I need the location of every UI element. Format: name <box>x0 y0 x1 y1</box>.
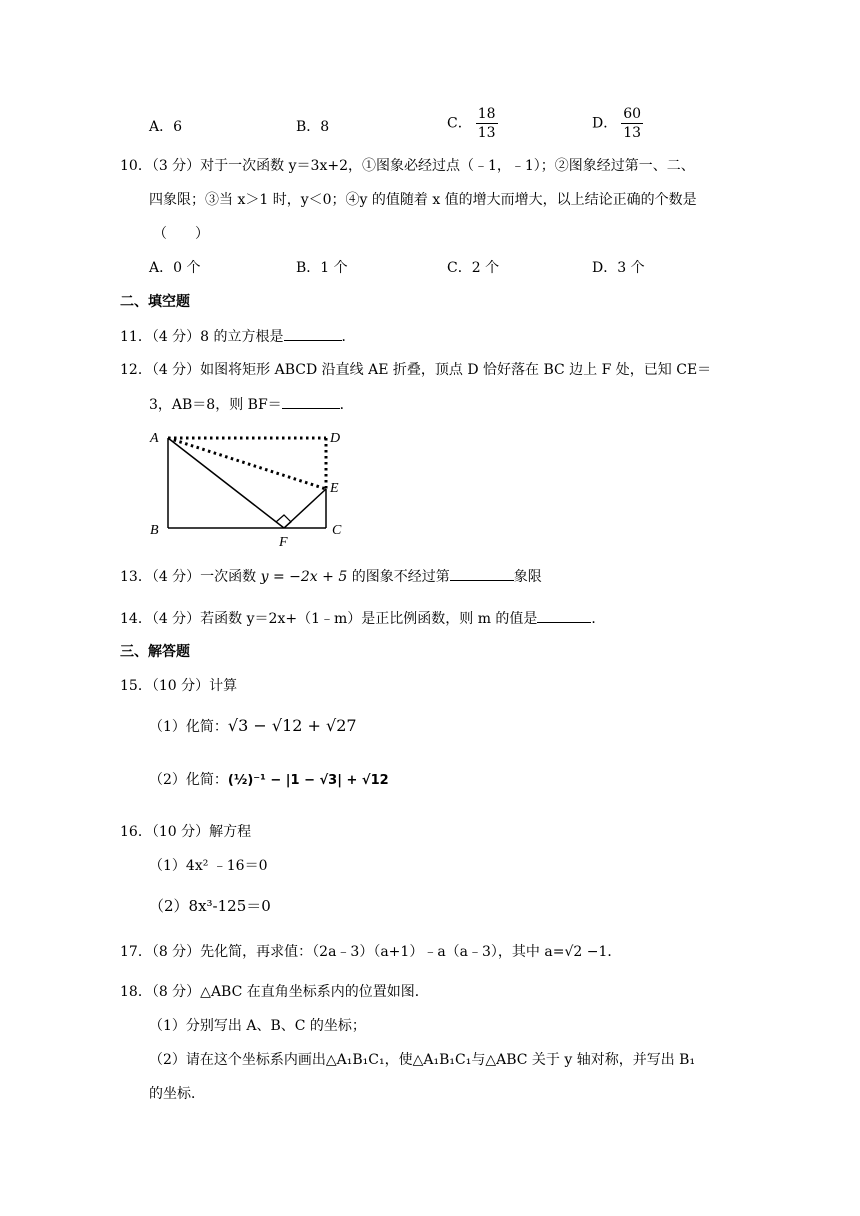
q9-option-d-denominator: 13 <box>623 125 642 141</box>
label-d: D <box>330 431 341 446</box>
q16-part1: （1）4x² ﹣16＝0 <box>149 858 268 874</box>
label-e: E <box>330 481 339 496</box>
label-a: A <box>150 431 159 446</box>
label-f: F <box>279 535 288 548</box>
right-angle-mark <box>276 515 291 528</box>
q17-value: √2 −1． <box>564 944 622 960</box>
q10-option-d: D．3 个 <box>592 260 645 276</box>
q10-line3: （ ） <box>153 226 209 242</box>
label-b: B <box>150 523 159 538</box>
q18-part2-line1: （2）请在这个坐标系内画出△A₁B₁C₁，使△A₁B₁C₁与△ABC 关于 y 轴对称，并写出 B₁ <box>149 1052 696 1068</box>
q17 <box>120 942 621 962</box>
dotted-fold-ae <box>168 438 326 489</box>
q10-option-b: B．1 个 <box>296 260 348 276</box>
q10-line2: 四象限；③当 x＞1 时，y＜0；④y 的值随着 x 值的增大而增大，以上结论正确的个数是 <box>149 192 697 208</box>
q10-option-a: A．0 个 <box>149 260 201 276</box>
q9-option-c-numerator: 18 <box>477 106 496 122</box>
label-c: C <box>332 523 342 538</box>
q13-end: 象限 <box>513 569 542 585</box>
q13 <box>120 566 542 587</box>
q9-option-d-numerator: 60 <box>623 106 642 122</box>
q18-line1: 18．（8 分）△ABC 在直角坐标系内的位置如图． <box>120 984 429 1000</box>
q13-answer-blank <box>450 566 514 581</box>
q14-end: ． <box>591 611 606 627</box>
q18-part2-line2: 的坐标． <box>149 1086 205 1102</box>
q15-part1 <box>149 716 357 737</box>
q11-text: 11．（4 分）8 的立方根是 <box>120 329 284 345</box>
rectangle-fold-figure <box>146 422 356 548</box>
q15-part1-expression: √3 − √12 + √27 <box>227 716 357 735</box>
q9-option-b: B．8 <box>296 119 330 135</box>
q15-part2-expression: (½)⁻¹ − |1 − √3| + √12 <box>227 773 389 788</box>
q9-option-c-fraction <box>476 105 498 142</box>
q13-expression: y = −2x + 5 <box>260 569 348 585</box>
q9-option-c-denominator: 13 <box>477 125 496 141</box>
q9-option-a: A．6 <box>149 119 183 135</box>
q15-part1-label: （1）化简： <box>149 719 228 735</box>
q18-part1: （1）分别写出 A、B、C 的坐标； <box>149 1018 366 1034</box>
section-heading-solutions: 三、解答题 <box>120 644 190 660</box>
q9-option-d-fraction <box>621 105 643 142</box>
q16-part2: （2）8x³-125＝0 <box>149 897 271 915</box>
q17-text: 17．（8 分）先化简，再求值：（2a﹣3）（a+1）﹣a（a﹣3），其中 a= <box>120 944 565 960</box>
q14-text: 14．（4 分）若函数 y＝2x+（1﹣m）是正比例函数，则 m 的值是 <box>120 611 538 627</box>
q16-title: 16．（10 分）解方程 <box>120 824 252 840</box>
q9-option-d-prefix: D． <box>592 115 618 132</box>
q12-line1: 12．（4 分）如图将矩形 ABCD 沿直线 AE 折叠，顶点 D 恰好落在 BC 边上 F 处，已知 CE＝ <box>120 362 712 378</box>
q13-mid: 的图象不经过第 <box>351 569 450 585</box>
q15-part2-label: （2）化简： <box>149 772 228 788</box>
q14-answer-blank <box>537 608 591 623</box>
q14 <box>120 608 605 629</box>
q9-option-c-prefix: C． <box>447 115 472 132</box>
q9-option-c <box>447 105 498 142</box>
segment-af <box>168 438 284 528</box>
q9-option-d <box>592 105 643 142</box>
q11-answer-blank <box>284 326 342 341</box>
q11 <box>120 326 356 347</box>
q12-line2-text: 3，AB＝8，则 BF＝ <box>149 397 282 413</box>
q13-text: 13．（4 分）一次函数 <box>120 569 257 585</box>
q11-end: ． <box>341 329 356 345</box>
q10-option-c: C．2 个 <box>447 260 500 276</box>
q12-answer-blank <box>282 394 340 409</box>
q15-title: 15．（10 分）计算 <box>120 678 238 694</box>
q15-part2 <box>149 770 389 791</box>
q10-line1: 10．（3 分）对于一次函数 y＝3x+2，①图象必经过点（﹣1，﹣1）；②图象经过第一、二、 <box>120 158 695 174</box>
q12-end: ． <box>339 397 354 413</box>
section-heading-fill-in: 二、填空题 <box>120 294 190 310</box>
q12-line2 <box>149 394 354 415</box>
